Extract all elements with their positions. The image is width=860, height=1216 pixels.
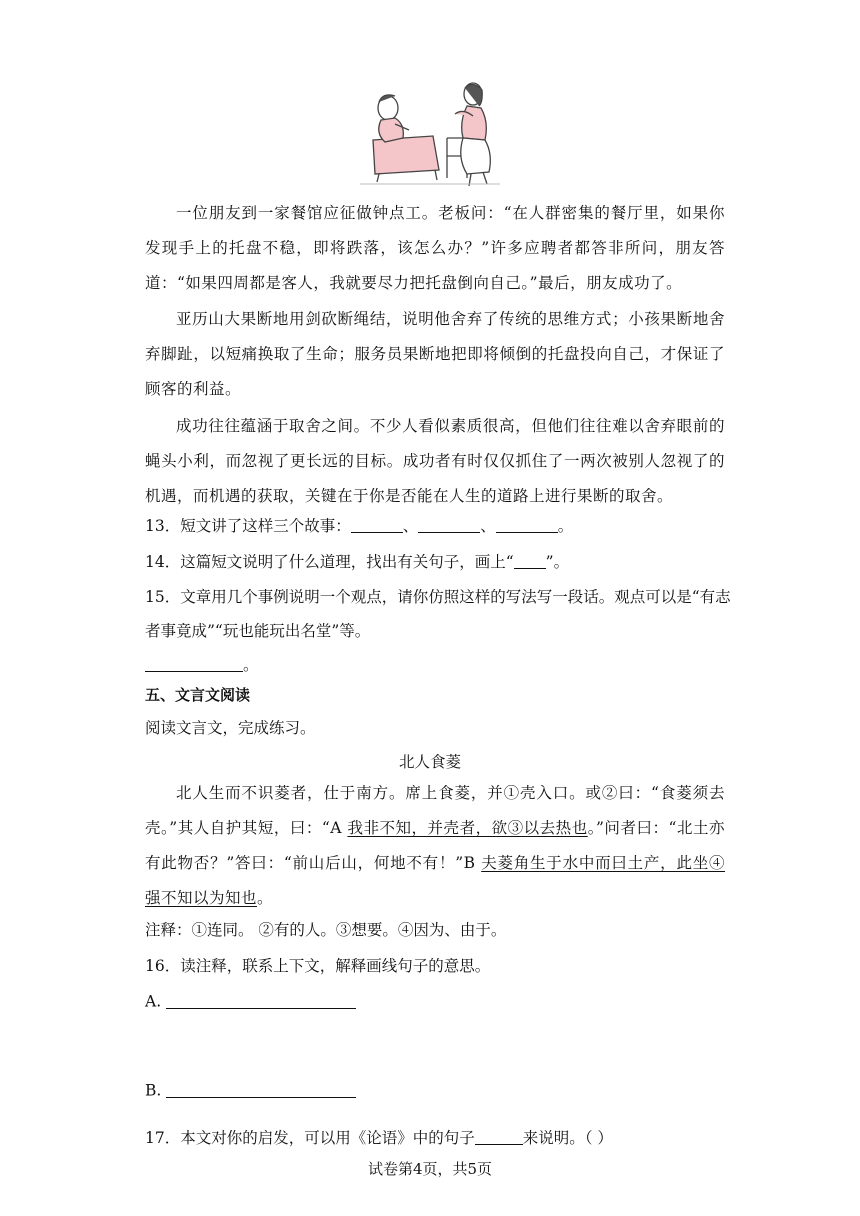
story-paragraph-1: 一位朋友到一家餐馆应征做钟点工。老板问：“在人群密集的餐厅里，如果你发现手上的托盘不稳，即将跌落，该怎么办？”许多应聘者都答非所问，朋友答道：“如果四周都是客人，我就要尽力把托盘倒向自己。”最后，朋友成功了。 [145, 204, 725, 292]
answer-blank[interactable] [166, 992, 356, 1009]
answer-blank[interactable] [418, 517, 480, 534]
answer-blank[interactable] [514, 553, 546, 570]
section-instruction: 阅读文言文，完成练习。 [145, 719, 316, 737]
notes: 注释：①连同。 ②有的人。③想要。④因为、由于。 [145, 921, 507, 939]
answer-blank[interactable] [496, 517, 558, 534]
question-15-line-2: 者事竟成”“玩也能玩出名堂”等。 [145, 622, 371, 640]
classical-text: 北人生而不识菱者，仕于南方。席上食菱，并①壳入口。或②曰：“食菱须去壳。”其人自护其短，曰：“A 我非不知，并壳者，欲③以去热也。”问者曰：“北土亦有此物否？”答曰：“前山后山，何地不有！”B 夫菱角生于水中而曰土产，此坐④强不知以为知也。 [145, 784, 725, 907]
underlined-sentence-b: 夫菱角生于水中而曰土产，此坐④强不知以为知也 [145, 854, 725, 907]
question-16-b: B. [145, 1081, 356, 1100]
text-title: 北人食菱 [398, 753, 461, 771]
underlined-sentence-a: 我非不知，并壳者，欲③以去热也 [347, 819, 588, 837]
story-paragraph-2: 亚历山大果断地用剑砍断绳结，说明他舍弃了传统的思维方式；小孩果断地舍弃脚趾，以短痛换取了生命；服务员果断地把即将倾倒的托盘投向自己，才保证了顾客的利益。 [145, 310, 725, 398]
answer-blank[interactable] [475, 1129, 523, 1146]
question-14: 14．这篇短文说明了什么道理，找出有关句子，画上“ ”。 [145, 553, 570, 571]
question-17: 17．本文对你的启发，可以用《论语》中的句子 来说明。（ ） [145, 1129, 613, 1147]
story-paragraph-3: 成功往往蕴涵于取舍之间。不少人看似素质很高，但他们往往难以舍弃眼前的蝇头小利，而忽视了更长远的目标。成功者有时仅仅抓住了一两次被别人忽视了的机遇，而机遇的获取，关键在于你是否能在人生的道路上进行果断的取舍。 [145, 417, 725, 505]
answer-blank[interactable] [351, 517, 403, 534]
question-13: 13．短文讲了这样三个故事： 、 、 。 [145, 517, 574, 535]
answer-blank[interactable] [166, 1081, 356, 1098]
question-16-a: A. [145, 992, 356, 1011]
question-16: 16．读注释，联系上下文，解释画线句子的意思。 [145, 957, 491, 975]
section-heading: 五、文言文阅读 [145, 686, 251, 704]
waiter-tray-illustration-icon [355, 78, 505, 188]
answer-blank[interactable] [145, 656, 243, 673]
page-footer: 试卷第4页，共5页 [367, 1160, 493, 1178]
question-15-line-1: 15．文章用几个事例说明一个观点，请你仿照这样的写法写一段话。观点可以是“有志 [145, 588, 731, 606]
question-15-answer: 。 [145, 653, 259, 675]
